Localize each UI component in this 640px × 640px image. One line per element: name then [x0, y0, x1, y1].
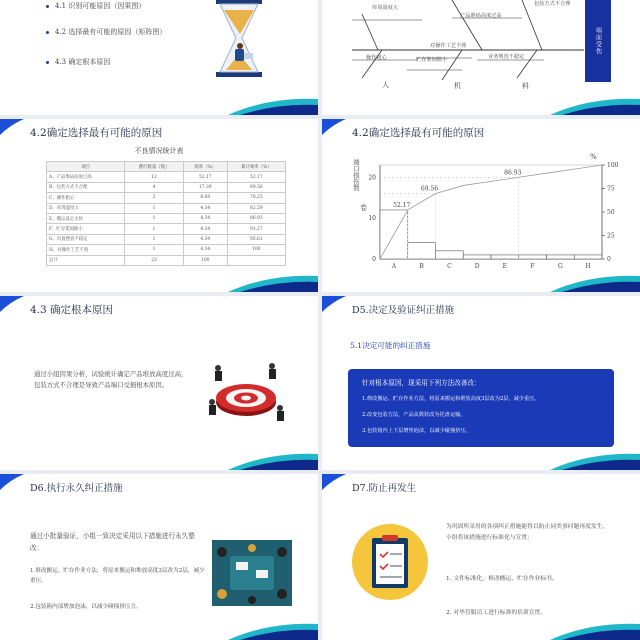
slide-fishbone[interactable] — [322, 0, 640, 115]
x-tick-label: A — [391, 263, 397, 270]
actions-box — [348, 369, 614, 447]
slide-prevent-recurrence[interactable] — [322, 474, 640, 640]
wave-decoration — [550, 268, 640, 292]
agenda-item: 4.2 选择最有可能的原因（矩阵图） — [46, 27, 166, 37]
data-label: 69.56 — [420, 185, 439, 193]
bar — [436, 251, 464, 259]
y-axis-label: 端口损伤数 — [352, 159, 360, 191]
cause-label: 产品堆码高度过高 — [460, 13, 502, 19]
slide-corrective-actions[interactable] — [322, 296, 640, 470]
slide-title: 4.3 确定根本原因 — [30, 304, 114, 316]
percent-sign: % — [590, 153, 597, 161]
effect-box: 端面受伤 — [585, 0, 611, 82]
x-tick-label: D — [474, 263, 480, 270]
bar — [547, 255, 575, 259]
table-header: 频率（%） — [183, 162, 227, 172]
category-label: 料 — [522, 82, 529, 90]
table-row: G、归置摆放不稳定 1 4.34 95.61 — [47, 234, 286, 244]
x-tick-label: H — [585, 263, 591, 270]
intro-text: 为巩固所采用的各项纠正措施能得以防止同类事问题再度发生，小组将该措施进行标准化与宣贯： — [446, 524, 609, 541]
corner-decoration — [0, 474, 26, 490]
y-right-tick-label: 50 — [607, 209, 615, 216]
table-header: 累计频率（%） — [227, 162, 285, 172]
cause-label: 贮存架间隙小 — [416, 57, 448, 63]
slide-statistics-table[interactable] — [0, 119, 318, 292]
cause-label: 对操作工艺不熟 — [430, 43, 467, 49]
wave-decoration — [228, 268, 318, 292]
slide-title: 4.2确定选择最有可能的原因 — [30, 127, 163, 139]
corner-decoration — [322, 296, 348, 312]
cause-label: 操作粗心 — [366, 55, 387, 61]
y-left-tick-label: 10 — [368, 215, 376, 223]
intro-text: 通过小批量验证，小组一致决定采用以下措施进行永久整改： — [30, 532, 195, 552]
slide-title: D7.防止再发生 — [352, 483, 417, 494]
x-tick-label: C — [447, 263, 452, 270]
wave-decoration — [228, 616, 318, 640]
action-item: 2.改变包装方法，产品从数装改为托盘运输。 — [362, 412, 466, 418]
table-row: F、贮存架间隙小 1 4.34 91.27 — [47, 224, 286, 234]
table-row: D、库周湿度大 1 4.34 82.59 — [47, 203, 286, 213]
cause-label: 包装方式不合理 — [534, 1, 571, 7]
slide-root-cause[interactable] — [0, 296, 318, 470]
actions-box-heading: 针对根本原因，现采用下列方法改善改： — [362, 379, 481, 387]
y-axis-label-extra: 卷 — [360, 204, 367, 212]
agenda-item: 4.3 确定根本原因 — [46, 57, 110, 67]
action-item: 3.包装箱内上下层增垫泡沫，以减少碰撞挤压。 — [362, 428, 471, 434]
table-row: B、包装方式不合理 4 17.39 69.56 — [47, 182, 286, 192]
table-row: A、产品堆码高度过高 12 52.17 52.17 — [47, 172, 286, 182]
data-label: 52.17 — [393, 201, 411, 209]
y-left-tick-label: 0 — [372, 256, 376, 263]
section-subtitle: 5.1决定可能的纠正措施 — [350, 341, 431, 350]
hourglass-illustration — [210, 0, 270, 80]
wave-decoration — [550, 446, 640, 470]
table-title: 不良情况统计表 — [134, 147, 184, 155]
action-item: 1.修改搬运、贮存作业方法，将原来搬运和堆放高度3层改为2层，减少重压。 — [362, 396, 540, 402]
x-tick-label: G — [557, 263, 563, 270]
bar — [463, 255, 491, 259]
corner-decoration — [0, 296, 26, 312]
action-item: 1.修改搬运、贮存作业方法，将原来搬运和堆放高度3层改为2层，减少重压。 — [30, 568, 205, 584]
x-tick-label: F — [530, 263, 535, 270]
corner-decoration — [0, 119, 26, 135]
slide-title: 4.2确定选择最有可能的原因 — [352, 127, 485, 139]
table-row: E、搬运设定太快 1 4.34 86.93 — [47, 213, 286, 223]
target-team-illustration — [198, 358, 294, 430]
action-item: 2.包装箱内部增加泡沫，以减少碰撞挤压力。 — [30, 604, 142, 610]
bar — [574, 255, 602, 259]
x-tick-label: E — [502, 263, 508, 270]
wave-decoration — [550, 616, 640, 640]
y-right-tick-label: 100 — [607, 162, 619, 169]
x-tick-label: B — [419, 263, 424, 270]
bar — [491, 255, 519, 259]
y-left-tick-label: 20 — [368, 174, 376, 182]
pareto-chart — [322, 119, 640, 292]
category-label: 人 — [382, 81, 389, 89]
slide-pareto-chart[interactable] — [322, 119, 640, 292]
wave-decoration — [228, 91, 318, 115]
measure-item: 2. 对毕管服员工进行标准的培训宣贯。 — [446, 610, 547, 616]
table-row: 总计 23 100 — [47, 255, 286, 265]
measure-item: 1. 文件标准化，修改搬运、贮存作业标书。 — [446, 576, 558, 582]
clipboard-illustration — [350, 522, 430, 602]
table-header: 项目 — [47, 162, 125, 172]
bar — [519, 255, 547, 259]
slide-title: D6.执行永久纠正措施 — [30, 483, 123, 494]
team-meeting-illustration — [212, 540, 292, 606]
root-cause-text: 通过小组因果分析，试验统计确定产品堆放高度过高，包装方式不合理是导致产品端口受损根本原因。 — [34, 370, 188, 389]
agenda-item: 4.1 识别可能原因（因果图） — [46, 1, 145, 11]
table-header: 叠叮数量（数） — [125, 162, 184, 172]
table-row: C、操作粗心 2 8.69 78.25 — [47, 193, 286, 203]
slide-permanent-actions[interactable] — [0, 474, 318, 640]
y-right-tick-label: 25 — [607, 232, 615, 240]
slide-title: D5.决定及验证纠正措施 — [352, 305, 455, 316]
data-label: 86.93 — [504, 169, 522, 177]
wave-decoration — [228, 446, 318, 470]
corner-decoration — [322, 474, 348, 490]
wave-decoration — [550, 91, 640, 115]
statistics-table — [46, 161, 286, 266]
cause-label: 库周湿度大 — [372, 5, 398, 11]
y-right-tick-label: 75 — [607, 185, 615, 193]
slide-agenda[interactable] — [0, 0, 318, 115]
bar — [408, 243, 436, 259]
table-row: H、对操作工艺不熟 1 4.34 100 — [47, 245, 286, 255]
cause-label: 业务规范不稳定 — [488, 54, 525, 60]
y-right-tick-label: 0 — [607, 256, 611, 263]
category-label: 机 — [454, 82, 461, 90]
